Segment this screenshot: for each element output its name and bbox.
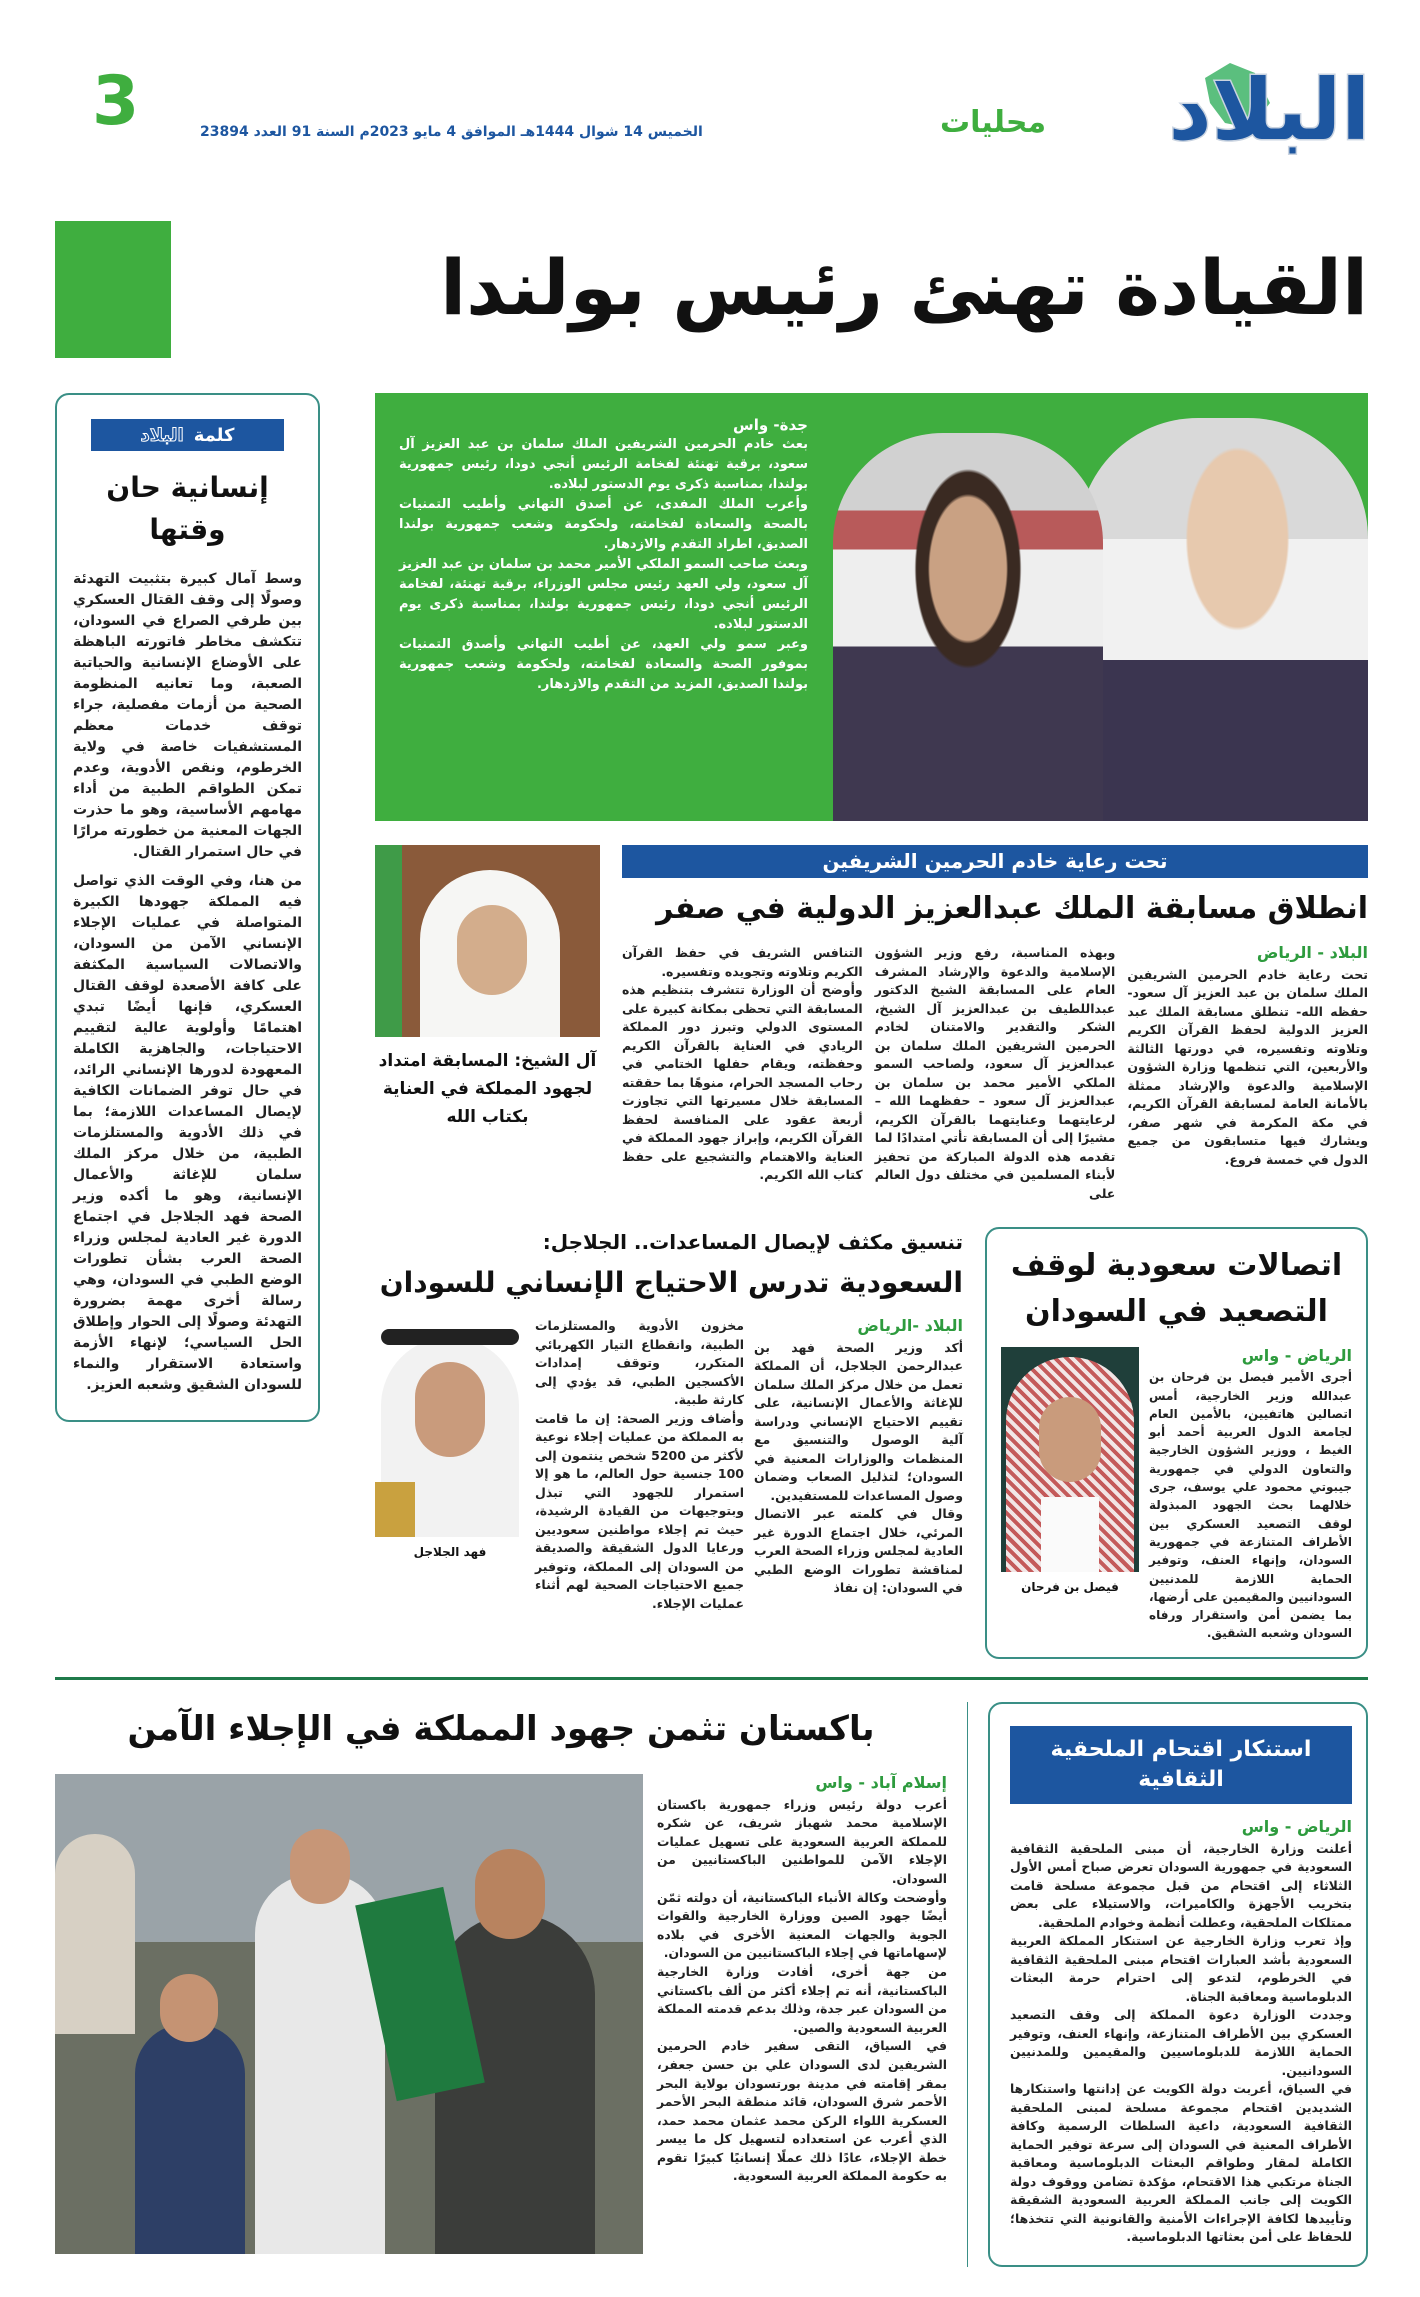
- lead-dateline: جدة- واس: [733, 416, 808, 434]
- editorial-label-logo: البلاد: [140, 424, 184, 446]
- sudan-health-paragraph: وقال في كلمته عبر الاتصال المرئي، خلال اجتماع الدورة غير العادية لمجلس وزراء الصحة العرب لمناقشة تطورات الوضع الطبي في السودان: إن نفاذ: [754, 1506, 963, 1595]
- pakistan-paragraph: وأوضحت وكالة الأنباء الباكستانية، أن دولته ثمّن أيضًا جهود الصين ووزارة الخارجية والقوات الجوية والجهات المعنية الأخرى في بلاده لإسهاماتها في إجلاء الباكستانيين من السودان.: [657, 1889, 947, 1961]
- editorial-paragraph: وسط آمال كبيرة بتثبيت التهدئة وصولًا إلى وقف القتال العسكري بين طرفي الصراع في السودان، تتكشف مخاطر فاتورته الباهظة على الأوضاع الإنسانية والحياتية الصعبة، وما تعانيه المنظومة الصحية من أزمات مفصلية، جراء توقف خدمات معظم المستشفيات خاصة في ولاية الخرطوم، ونقص الأدوية، وعدم تمكن الطواقم الطبية من أداء مهامهم الأساسية، وهو ما حذرت الجهات المعنية من خطورته مرارًا في حال استمرار القتال.: [73, 571, 302, 860]
- attache-paragraph: وجددت الوزارة دعوة المملكة إلى وقف التصعيد العسكري بين الأطراف المتنازعة، وإنهاء العنف، وتوفير الحماية اللازمة للدبلوماسيين والمقيمين وللمدنيين السودانيين.: [1010, 2007, 1352, 2078]
- page-number: 3: [92, 62, 140, 141]
- pakistan-headline: باكستان تثمن جهود المملكة في الإجلاء الآمن: [127, 1709, 875, 1749]
- lead-paragraph: وبعث صاحب السمو الملكي الأمير محمد بن سلمان بن عبد العزيز آل سعود، ولي العهد رئيس مجلس الوزراء، برقية تهنئة، لفخامة الرئيس أنجي دودا، رئيس جمهورية بولندا، بمناسبة ذكرى يوم الدستور لبلاده.: [399, 557, 808, 632]
- attache-paragraph: في السياق، أعربت دولة الكويت عن إدانتها واستنكارها الشديدين اقتحام مجموعة مسلحة لمبنى الملحقية الثقافية السعودية، داعية السلطات الرسمية وكافة الأطراف المعنية في السودان إلى سرعة توفير الحماية الكاملة لمقار وطواقم البعثات الدبلوماسية ومعاقبة الجناة مرتكبي هذا الاقتحام، مؤكدة تضامن ووقوف دولة الكويت إلى جانب المملكة العربية السعودية الشقيقة وتأييدها لكافة الإجراءات الأمنية والقانونية التي تتخذها؛ للحفاظ على أمن بعثاتها الدبلوماسية.: [1010, 2081, 1352, 2244]
- editorial-title: إنسانية حان وقتها: [106, 471, 269, 546]
- sudan-health-paragraph: وأضاف وزير الصحة: إن ما قامت به المملكة من عمليات إجلاء نوعية لأكثر من 5200 شخص ينتمون إلى 100 جنسية حول العالم، ما هو إلا استمرار للجهود التي تبذل وبتوجيهات من القيادة الرشيدة، حيث تم إجلاء مواطنين سعوديين ورعايا الدول الشقيقة والصديقة من السودان إلى المملكة، وتوفير جميع الاحتياجات الصحية لهم أثناء عمليات الإجلاء.: [535, 1410, 744, 1611]
- attache-box: [988, 1702, 1368, 2267]
- lead-story: [375, 393, 1368, 821]
- lead-headline: القيادة تهنئ رئيس بولندا: [440, 243, 1368, 332]
- editorial-label: [91, 419, 284, 451]
- lead-paragraph: وأعرب الملك المفدى، عن أصدق التهاني وأطيب التمنيات بالصحة والسعادة لفخامته، ولحكومة وشعب جمهورية بولندا الصديق، اطراد التقدم والازدهار.: [399, 497, 808, 552]
- quran-col3-paragraph: التنافس الشريف في حفظ القرآن الكريم وتلاوته وتجويده وتفسيره.: [622, 945, 863, 979]
- sudan-health-paragraph: مخزون الأدوية والمستلزمات الطبية، وانقطاع التيار الكهربائي المتكرر، وتوقف إمدادات الأكسجين الطبي، قد يؤدي إلى كارثة طبية.: [535, 1318, 744, 1407]
- pakistan-paragraph: أعرب دولة رئيس وزراء جمهورية باكستان الإسلامية محمد شهباز شريف، عن شكره للمملكة العربية السعودية على تسهيل عمليات الإجلاء الآمن للمواطنين الباكستانيين من السودان.: [657, 1796, 947, 1886]
- editorial-paragraph: من هنا، وفي الوقت الذي تواصل فيه المملكة جهودها الكبيرة المتواصلة في عمليات الإجلاء الإنساني الآمن من السودان، والاتصالات السياسية المكثفة على كافة الأصعدة لوقف القتال العسكري، فإنها أيضًا تبدي اهتمامًا وأولوية عالية لتقييم الاحتياجات، والجاهزية الكاملة المعهودة لدورها الإنساني الرائد، في حال توفر الضمانات الكافية لإيصال المساعدات اللازمة؛ بما في ذلك الأدوية والمستلزمات الطبية، من خلال مركز الملك سلمان للإغاثة والأعمال الإنسانية، وهو ما أكده وزير الصحة فهد الجلاجل في اجتماع الدورة غير العادية لمجلس وزراء الصحة العرب بشأن تطورات الوضع الطبي في السودان، وهي رسالة أخرى مهمة بضرورة التهدئة وصولًا إلى الحوار وإطلاق الحل السياسي؛ لإنهاء الأزمة واستعادة الاستقرار والنماء للسودان الشقيق وشعبه العزيز.: [73, 873, 302, 1393]
- logo-text: البلاد: [1168, 61, 1370, 159]
- sudan-calls-text: أجرى الأمير فيصل بن فرحان بن عبدالله وزير الخارجية، أمس اتصالين هاتفيين، بالأمين العام لجامعة الدول العربية أحمد أبو الغيط ، ووزير الشؤون الخارجية والتعاون الدولي في جمهورية جيبوتي محمود علي يوسف، جرى خلالهما بحث الجهود المبذولة لوقف التصعيد العسكري بين الأطراف المتنازعة في جمهورية السودان، وإنهاء العنف، وتوفير الحماية اللازمة للمدنيين السودانيين والمقيمين على أرضها، بما يضمن أمن واستقرار ورفاه السودان وشعبه الشقيق.: [1149, 1370, 1352, 1641]
- editorial-box: [55, 393, 320, 1422]
- al-sheikh-caption: آل الشيخ: المسابقة امتداد لجهود المملكة في العناية بكتاب الله: [378, 1051, 597, 1127]
- quran-headline: انطلاق مسابقة الملك عبدالعزيز الدولية في صفر: [656, 891, 1368, 926]
- jalajel-caption: فهد الجلاجل: [413, 1545, 487, 1559]
- headline-marker: [55, 221, 171, 358]
- section-divider: [55, 1677, 1368, 1680]
- sudan-health-kicker: تنسيق مكثف لإيصال المساعدات.. الجلاجل:: [542, 1230, 963, 1254]
- al-sheikh-photo: [375, 845, 600, 1037]
- quran-dateline: البلاد - الرياض: [1256, 943, 1368, 962]
- attache-dateline: الرياض - واس: [1241, 1817, 1352, 1836]
- pakistan-paragraph: من جهة أخرى، أفادت وزارة الخارجية الباكستانية، أنه تم إجلاء أكثر من ألف باكستاني من السودان عبر جدة، وذلك بدعم قدمته المملكة العربية السعودية والصين.: [657, 1963, 947, 2035]
- quran-col1: تحت رعاية خادم الحرمين الشريفين الملك سلمان بن عبد العزيز آل سعود- حفظه الله- تنطلق مسابقة الملك عبد العزيز الدولية لحفظ القرآن الكريم وتلاوته وتفسيره، في دورتها الثالثة والأربعين، التي تنظمها وزارة الشؤون الإسلامية والدعوة والإرشاد ممثلة بالأمانة العامة لمسابقة القرآن الكريم، في مكة المكرمة في شهر صفر، ويشارك فيها متسابقون من جميع الدول في خمسة فروع.: [1127, 966, 1368, 1167]
- date-line: الخميس 14 شوال 1444هـ الموافق 4 مايو 2023م السنة 91 العدد 23894: [200, 124, 703, 140]
- quran-col3-paragraph: وأوضح أن الوزارة تتشرف بتنظيم هذه المسابقة التي تحظى بمكانة كبيرة على المستوى الدولي وتبرز دور المملكة الريادي في العناية بالقرآن الكريم وحفظته، ويقام حفلها الختامي في رحاب المسجد الحرام، منوهًا بما حققته المسابقة خلال مسيرتها التي تجاوزت أربعة عقود على المنافسة لحفظ القرآن الكريم، وإبراز جهود المملكة في العناية والاهتمام والتشجيع على حفظ كتاب الله الكريم.: [622, 982, 863, 1182]
- editorial-label-text: كلمة: [193, 424, 235, 446]
- quran-col2: وبهذه المناسبة، رفع وزير الشؤون الإسلامية والدعوة والإرشاد المشرف العام على المسابقة الشيخ الدكتور عبداللطيف بن عبدالعزيز آل الشيخ، الشكر والتقدير والامتنان لخادم الحرمين الشريفين الملك سلمان بن عبدالعزيز آل سعود، ولصاحب السمو الملكي الأمير محمد بن سلمان بن عبدالعزيز آل سعود – حفظهما الله – لرعايتهما وعنايتهما بالقرآن الكريم، مشيرًا إلى أن المسابقة تأتي امتدادًا لما تقدمه هذه الدولة المباركة من تحفيز لأبناء المسلمين في مختلف دول العالم على: [874, 945, 1116, 1201]
- sudan-calls-headline: اتصالات سعودية لوقف التصعيد في السودان: [1010, 1248, 1343, 1329]
- sudan-calls-box: [985, 1227, 1368, 1659]
- pakistan-dateline: إسلام آباد - واس: [815, 1773, 947, 1792]
- section-label: محليات: [940, 105, 1047, 140]
- crown-prince-photo: [833, 433, 1103, 821]
- quran-kicker: تحت رعاية خادم الحرمين الشريفين: [622, 845, 1368, 878]
- column-rule: [967, 1702, 968, 2267]
- masthead-logo[interactable]: [1130, 58, 1370, 193]
- attache-headline: استنكار اقتحام الملحقية الثقافية: [1010, 1726, 1352, 1804]
- pakistan-evacuation-photo: [55, 1774, 643, 2254]
- faisal-photo: [1001, 1347, 1139, 1572]
- sudan-health-headline: السعودية تدرس الاحتياج الإنساني للسودان: [379, 1266, 963, 1299]
- faisal-caption: فيصل بن فرحان: [1021, 1580, 1119, 1594]
- sudan-calls-dateline: الرياض - واس: [1241, 1346, 1352, 1365]
- king-photo: [1078, 418, 1368, 821]
- pakistan-paragraph: في السياق، التقى سفير خادم الحرمين الشريفين لدى السودان علي بن حسن جعفر، بمقر إقامته في مدينة بورتسودان بولاية البحر الأحمر شرق السودان، قائد منطقة البحر الأحمر العسكرية اللواء الركن محمد عثمان محمد حمد، الذي أعرب عن استعداده لتسهيل كل ما ييسر خطة الإجلاء، عادًا ذلك عملًا إنسانيًا كبيرًا تقوم به حكومة المملكة العربية السعودية.: [657, 2038, 947, 2184]
- sudan-health-dateline: البلاد -الرياض: [857, 1316, 963, 1335]
- attache-paragraph: أعلنت وزارة الخارجية، أن مبنى الملحقية الثقافية السعودية في جمهورية السودان تعرض صباح أمس الأول الثلاثاء إلى اقتحام من قبل مجموعة مسلحة قامت بتخريب الأجهزة والكاميرات، والاستيلاء على بعض ممتلكات الملحقية، وعطلت أنظمة وخوادم الملحقية.: [1010, 1840, 1352, 1930]
- jalajel-photo: [375, 1317, 525, 1537]
- lead-paragraph: وعبر سمو ولي العهد، عن أطيب التهاني وأصدق التمنيات بموفور الصحة والسعادة لفخامته، ولحكومة وشعب جمهورية بولندا الصديق، المزيد من التقدم والازدهار.: [399, 637, 808, 692]
- lead-paragraph: بعث خادم الحرمين الشريفين الملك سلمان بن عبد العزيز آل سعود، برقية تهنئة لفخامة الرئيس أنجي دودا، رئيس جمهورية بولندا، بمناسبة ذكرى يوم الدستور لبلاده.: [399, 437, 808, 492]
- sudan-health-paragraph: أكد وزير الصحة فهد بن عبدالرحمن الجلاجل، أن المملكة تعمل من خلال مركز الملك سلمان للإغاثة والأعمال الإنسانية، على تقييم الاحتياج الإنساني ودراسة آلية الوصول والتنسيق مع المنظمات والوزارات المعنية في السودان؛ لتذليل الصعاب وضمان وصول المساعدات للمستفيدين.: [754, 1339, 963, 1503]
- attache-paragraph: وإذ تعرب وزارة الخارجية عن استنكار المملكة العربية السعودية بأشد العبارات اقتحام مبنى الملحقية الثقافية في الخرطوم، لتدعو إلى احترام حرمة البعثات الدبلوماسية ومعاقبة الجناة.: [1010, 1933, 1352, 2004]
